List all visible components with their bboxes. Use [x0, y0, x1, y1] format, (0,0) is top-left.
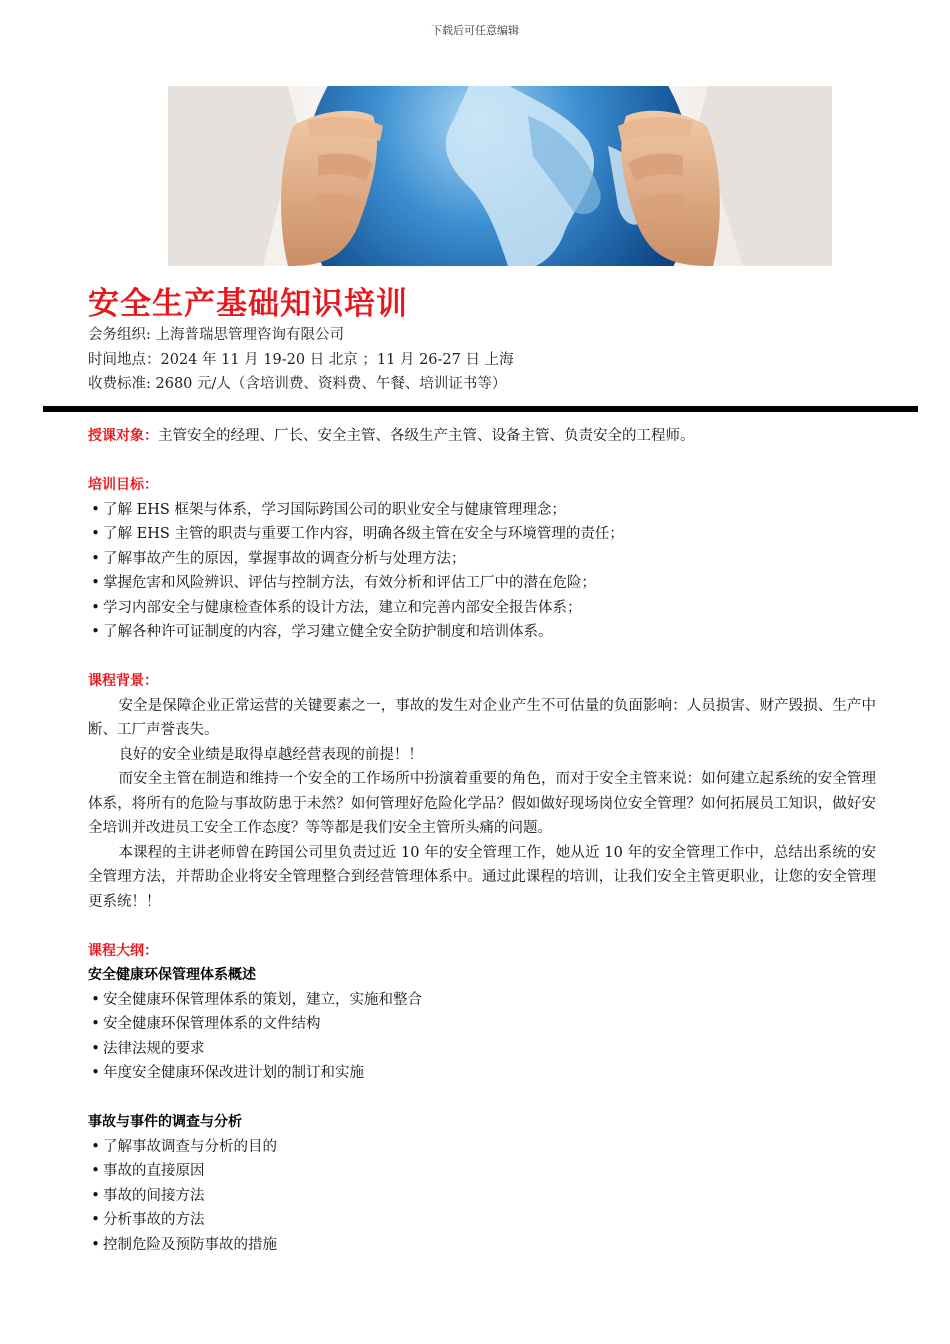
time-place-line: 时间地点：2024 年 11 月 19-20 日 北京 ；11 月 26-27 日 上海: [88, 351, 514, 368]
list-item: • 掌握危害和风险辨识、评估与控制方法，有效分析和评估工厂中的潜在危险；: [91, 575, 596, 591]
list-item: • 了解各种许可证制度的内容，学习建立健全安全防护制度和培训体系。: [91, 624, 553, 640]
background-paragraph: 而安全主管在制造和维持一个安全的工作场所中扮演着重要的角色，而对于安全主管来说：如何建立起系统的安全管理体系，将所有的危险与事故防患于未然？如何管理好危险化学品？假如做好现场岗位安全管理？如何拓展员工知识，做好安全培训并改进员工安全工作态度？等等都是我们安全主管所头痛的问题。: [88, 771, 876, 836]
list-item: • 法律法规的要求: [91, 1040, 205, 1057]
organizer-line: 会务组织: 上海普瑞思管理咨询有限公司: [88, 327, 344, 343]
background-section: [88, 669, 876, 914]
goals-label: 培训目标：: [88, 477, 158, 493]
background-label: 课程背景：: [88, 673, 158, 689]
module-title: 事故与事件的调查与分析: [88, 1114, 242, 1130]
list-item: • 年度安全健康环保改进计划的制订和实施: [91, 1065, 364, 1081]
list-item: • 了解事故产生的原因，掌握事故的调查分析与处理方法；: [91, 550, 466, 567]
list-item: • 事故的间接方法: [91, 1187, 205, 1204]
section-divider: [43, 406, 918, 412]
goals-section: [88, 473, 876, 645]
list-item: • 了解 EHS 主管的职责与重要工作内容，明确各级主管在安全与环境管理的责任；: [91, 526, 624, 542]
list-item: • 了解事故调查与分析的目的: [91, 1138, 277, 1155]
main-content: [88, 424, 876, 1257]
outline-section: [88, 939, 876, 1258]
fee-line: 收费标准: 2680 元/人（含培训费、资料费、午餐、培训证书等）: [88, 376, 507, 392]
page-title: 安全生产基础知识培训: [88, 286, 408, 322]
list-item: • 安全健康环保管理体系的文件结构: [91, 1016, 321, 1032]
background-paragraph: 安全是保障企业正常运营的关键要素之一，事故的发生对企业产生不可估量的负面影响：人员损害、财产毁损、生产中断、工厂声誉丧失。: [88, 697, 876, 738]
audience-label: 授课对象：: [88, 428, 158, 444]
list-item: • 学习内部安全与健康检查体系的设计方法，建立和完善内部安全报告体系；: [91, 599, 582, 616]
event-info: [88, 323, 514, 397]
hero-image-hands-globe: [168, 86, 832, 266]
list-item: • 分析事故的方法: [91, 1212, 205, 1228]
background-paragraph: 本课程的主讲老师曾在跨国公司里负责过近 10 年的安全管理工作，她从近 10 年的安全管理工作中，总结出系统的安全管理方法，并帮助企业将安全管理整合到经营管理体系中。通过此课程的培训，让我们安全主管更职业，让您的安全管理更系统！！: [88, 844, 876, 910]
list-item: • 安全健康环保管理体系的策划，建立，实施和整合: [91, 991, 422, 1008]
audience-text: 主管安全的经理、厂长、安全主管、各级生产主管、设备主管、负责安全的工程师。: [158, 428, 695, 444]
list-item: • 了解 EHS 框架与体系，学习国际跨国公司的职业安全与健康管理理念；: [91, 501, 566, 518]
module-title: 安全健康环保管理体系概述: [88, 967, 256, 983]
background-paragraph: 良好的安全业绩是取得卓越经营表现的前提！！: [118, 746, 423, 763]
list-item: • 控制危险及预防事故的措施: [91, 1236, 277, 1253]
list-item: • 事故的直接原因: [91, 1163, 205, 1179]
audience-section: [88, 424, 876, 449]
outline-label: 课程大纲：: [88, 942, 158, 959]
header-note: 下载后可任意编辑: [431, 24, 519, 37]
